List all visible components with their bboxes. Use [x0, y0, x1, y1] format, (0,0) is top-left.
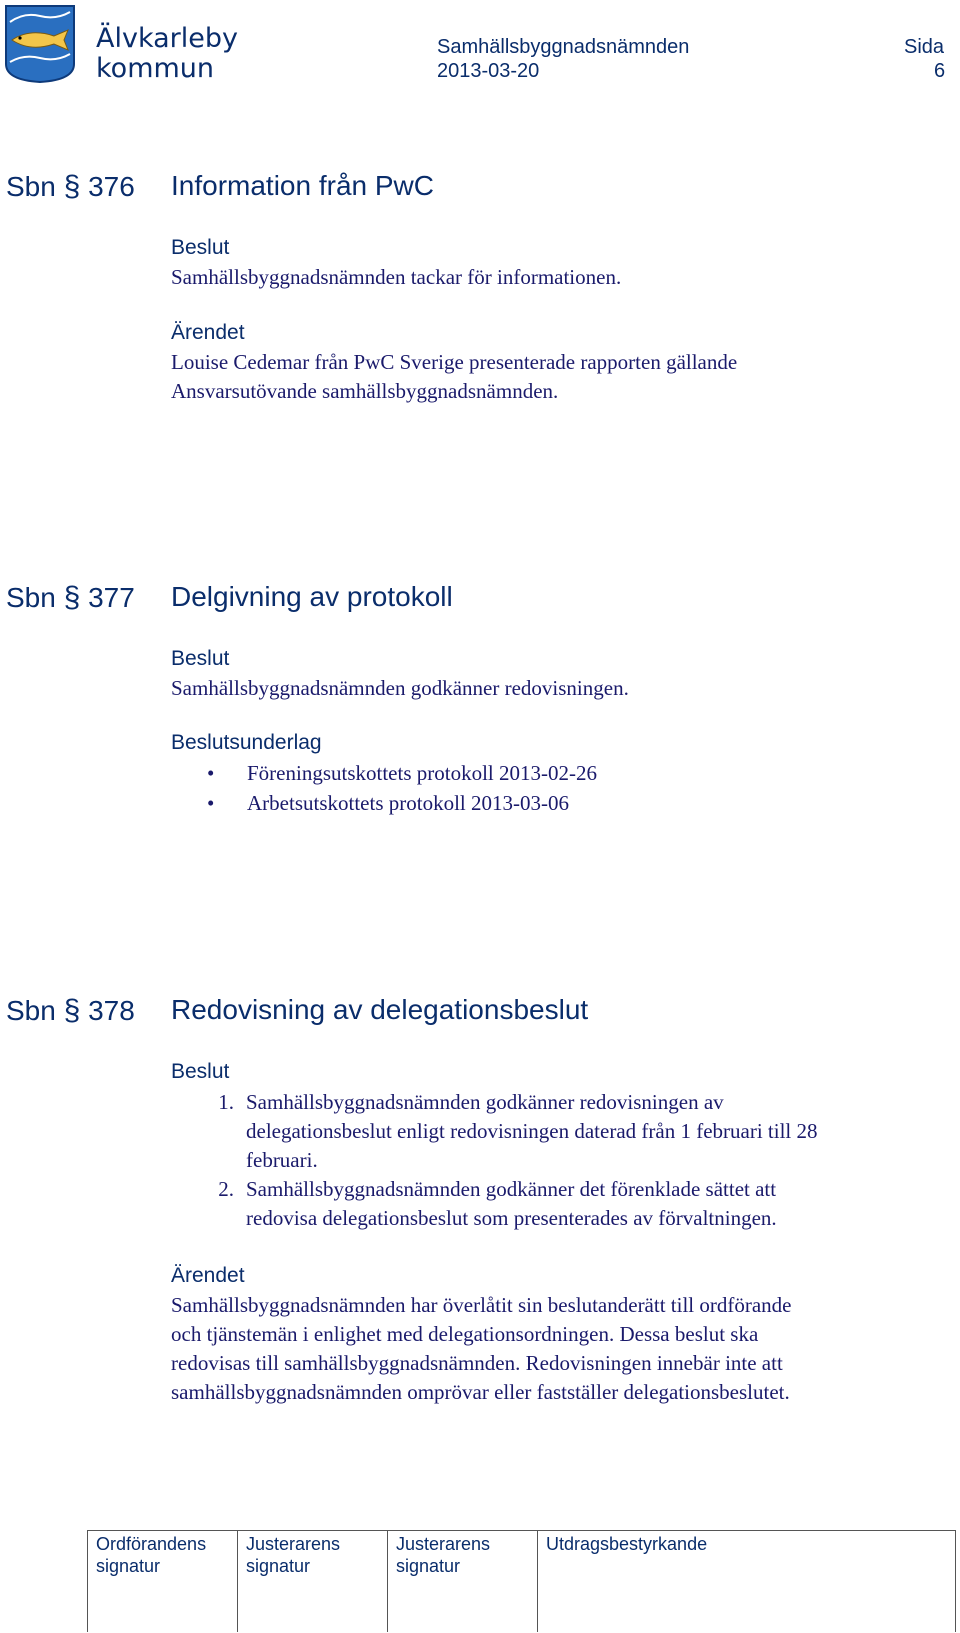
section-prefix: Sbn: [6, 171, 56, 202]
kommun-logo-icon: [4, 4, 76, 84]
signature-label: signatur: [96, 1556, 161, 1576]
beslut-heading: Beslut: [171, 647, 230, 670]
kommun-name-line2: kommun: [96, 53, 215, 84]
section-number: 377: [88, 582, 135, 613]
bullet-icon: •: [207, 761, 215, 785]
page-number: 6: [934, 60, 946, 82]
section-prefix: Sbn: [6, 995, 56, 1026]
section-number: 376: [88, 171, 135, 202]
committee-name: Samhällsbyggnadsnämnden: [437, 36, 690, 58]
beslutsunderlag-heading: Beslutsunderlag: [171, 731, 322, 754]
signature-cell-certification: [537, 1531, 956, 1632]
signature-label: signatur: [396, 1556, 461, 1576]
section-title: Delgivning av protokoll: [171, 581, 453, 612]
signature-cell-adjuster-2: [387, 1531, 537, 1632]
list-item: [171, 1175, 931, 1233]
list-item: [207, 761, 597, 786]
section-number-377: [6, 581, 169, 615]
list-number: 1.: [218, 1090, 234, 1114]
list-item-line: februari.: [246, 1148, 318, 1172]
beslut-list: [171, 1088, 931, 1233]
beslut-heading: Beslut: [171, 1060, 230, 1083]
signature-cell-adjuster-1: [237, 1531, 387, 1632]
signature-label: Justerarens: [396, 1534, 491, 1554]
signature-label: signatur: [246, 1556, 311, 1576]
list-item-text: Arbetsutskottets protokoll 2013-03-06: [247, 791, 569, 815]
paragraph-sign: §: [63, 581, 81, 614]
list-item-text: Föreningsutskottets protokoll 2013-02-26: [247, 761, 597, 785]
arendet-line: redovisas till samhällsbyggnadsnämnden. Redovisningen innebär inte att: [171, 1351, 783, 1375]
list-item-line: Samhällsbyggnadsnämnden godkänner redovisningen av: [246, 1090, 724, 1114]
section-title: Information från PwC: [171, 170, 434, 201]
arendet-line: Ansvarsutövande samhällsbyggnadsnämnden.: [171, 379, 559, 403]
arendet-line: och tjänstemän i enlighet med delegationsordningen. Dessa beslut ska: [171, 1322, 759, 1346]
section-title: Redovisning av delegationsbeslut: [171, 994, 589, 1025]
arendet-text: [171, 1291, 931, 1407]
beslut-heading: Beslut: [171, 236, 230, 259]
signature-label: Utdragsbestyrkande: [546, 1534, 708, 1554]
list-item-line: Samhällsbyggnadsnämnden godkänner det förenklade sättet att: [246, 1177, 777, 1201]
bullet-icon: •: [207, 791, 215, 815]
section-number: 378: [88, 995, 135, 1026]
signature-table: [87, 1530, 956, 1632]
paragraph-sign: §: [63, 994, 81, 1027]
meeting-date: 2013-03-20: [437, 60, 540, 82]
section-number-378: [6, 994, 169, 1028]
list-item-line: delegationsbeslut enligt redovisningen daterad från 1 februari till 28: [246, 1119, 818, 1143]
list-item: [207, 791, 569, 816]
beslut-text: Samhällsbyggnadsnämnden tackar för informationen.: [171, 265, 622, 289]
signature-label: Justerarens: [246, 1534, 341, 1554]
arendet-text: [171, 348, 931, 406]
beslut-text: Samhällsbyggnadsnämnden godkänner redovisningen.: [171, 676, 629, 700]
kommun-name-line1: Älvkarleby: [96, 23, 238, 54]
paragraph-sign: §: [63, 170, 81, 203]
list-item-line: redovisa delegationsbeslut som presenterades av förvaltningen.: [246, 1206, 777, 1230]
arendet-heading: Ärendet: [171, 321, 245, 344]
arendet-line: samhällsbyggnadsnämnden omprövar eller fastställer delegationsbeslutet.: [171, 1380, 790, 1404]
arendet-heading: Ärendet: [171, 1264, 245, 1287]
list-item: [171, 1088, 931, 1175]
arendet-line: Louise Cedemar från PwC Sverige presenterade rapporten gällande: [171, 350, 738, 374]
list-number: 2.: [218, 1177, 234, 1201]
page-label: Sida: [904, 36, 945, 58]
section-prefix: Sbn: [6, 582, 56, 613]
section-number-376: [6, 170, 169, 204]
signature-cell-chair: [87, 1531, 237, 1632]
kommun-name: [96, 24, 238, 84]
arendet-line: Samhällsbyggnadsnämnden har överlåtit sin beslutanderätt till ordförande: [171, 1293, 792, 1317]
signature-label: Ordförandens: [96, 1534, 207, 1554]
